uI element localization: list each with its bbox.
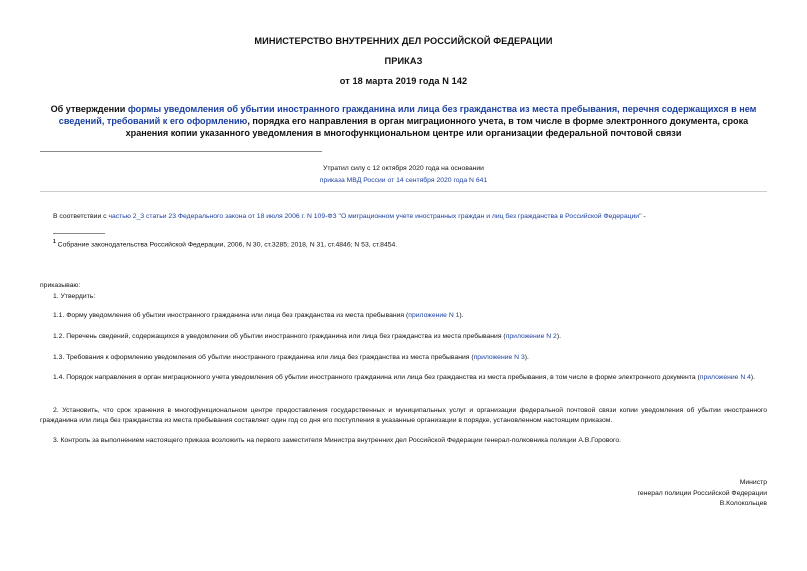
item-2: 2. Установить, что срок хранения в многофункциональном центре предоставления государственных и муниципальных услуг и организации федеральной почтовой связи копии уведомления об убытии иностранного гражданина или лица без гражданства из места пребывания составляет один год со дня его поступления в указанные организации в порядке, установленном настоящим приказом. xyxy=(40,407,767,424)
footnote-marker: 1 xyxy=(53,239,56,245)
status-divider xyxy=(40,191,767,192)
preamble xyxy=(53,212,773,222)
preamble-suffix: - xyxy=(641,213,646,220)
item-1-2-text: 1.2. Перечень сведений, содержащихся в уведомлении об убытии иностранного гражданина или лица без гражданства из места пребывания ( xyxy=(53,333,506,340)
item-3: 3. Контроль за выполнением настоящего приказа возложить на первого заместителя Министра внутренних дел Российской Федерации генерал-полковника полиции А.В.Горового. xyxy=(53,437,622,444)
footnote xyxy=(53,237,767,250)
preamble-law-link[interactable]: частью 2_3 статьи 23 Федерального закона от 18 июля 2006 г. N 109-ФЗ "О миграционном учете иностранных граждан и лиц без гражданства в Российской Федерации" xyxy=(108,213,642,220)
status-link-line xyxy=(0,177,807,184)
item-1-4-text: 1.4. Порядок направления в орган миграционного учета уведомления об убытии иностранного гражданина или лица без гражданства из места пребывания, в том числе в форме электронного документа ( xyxy=(53,374,700,381)
document-title xyxy=(40,103,767,139)
title-divider xyxy=(40,151,322,152)
status-link[interactable]: приказа МВД России от 14 сентября 2020 года N 641 xyxy=(319,177,488,184)
title-text-start: Об утверждении xyxy=(50,104,128,114)
item-1: 1. Утвердить: xyxy=(53,293,96,300)
item-1-3 xyxy=(53,353,767,363)
item-1-4 xyxy=(40,373,767,383)
preamble-prefix: В соответствии с xyxy=(53,213,109,220)
item-1-2-end: ). xyxy=(556,333,561,340)
title-link[interactable]: формы уведомления об убытии иностранного гражданина или лица без гражданства из места пребывания, перечня содержащихся в нем сведений, требований к его оформлению xyxy=(58,104,757,126)
item-1-3-end: ). xyxy=(524,354,529,361)
ministry-heading: МИНИСТЕРСТВО ВНУТРЕННИХ ДЕЛ РОССИЙСКОЙ ФЕДЕРАЦИИ xyxy=(254,36,553,46)
signature-name: В.Колокольцев xyxy=(719,500,767,507)
item-1-4-end: ). xyxy=(750,374,756,381)
footnote-text: Собрание законодательства Российской Федерации, 2006, N 30, ст.3285; 2018, N 31, ст.4846; N 53, ст.8454. xyxy=(57,241,398,249)
doc-type-heading: ПРИКАЗ xyxy=(384,56,423,66)
item-1-3-text: 1.3. Требования к оформлению уведомления об убытии иностранного гражданина или лица без гражданства из места пребывания ( xyxy=(53,354,474,361)
date-number-heading: от 18 марта 2019 года N 142 xyxy=(339,76,468,86)
signature-position: Министр xyxy=(739,479,767,486)
appendix-4-link[interactable]: приложение N 4 xyxy=(699,374,751,381)
title-text-end: , порядка его направления в орган миграционного учета, в том числе в форме электронного документа, срока хранения копии указанного уведомления в многофункциональном центре или организации федеральной почтовой связи xyxy=(125,116,749,138)
item-1-1 xyxy=(53,311,767,321)
footnote-divider xyxy=(53,233,105,234)
appendix-1-link[interactable]: приложение N 1 xyxy=(408,312,460,319)
appendix-3-link[interactable]: приложение N 3 xyxy=(473,354,525,361)
signature-block xyxy=(638,478,767,510)
appendix-2-link[interactable]: приложение N 2 xyxy=(505,333,557,340)
item-1-1-end: ). xyxy=(459,312,464,319)
status-line: Утратил силу с 12 октября 2020 года на основании xyxy=(323,165,484,172)
signature-rank: генерал полиции Российской Федерации xyxy=(637,489,767,497)
order-word: приказываю: xyxy=(40,282,81,289)
item-1-1-text: 1.1. Форму уведомления об убытии иностранного гражданина или лица без гражданства из места пребывания ( xyxy=(53,312,409,319)
item-1-2 xyxy=(53,332,767,342)
